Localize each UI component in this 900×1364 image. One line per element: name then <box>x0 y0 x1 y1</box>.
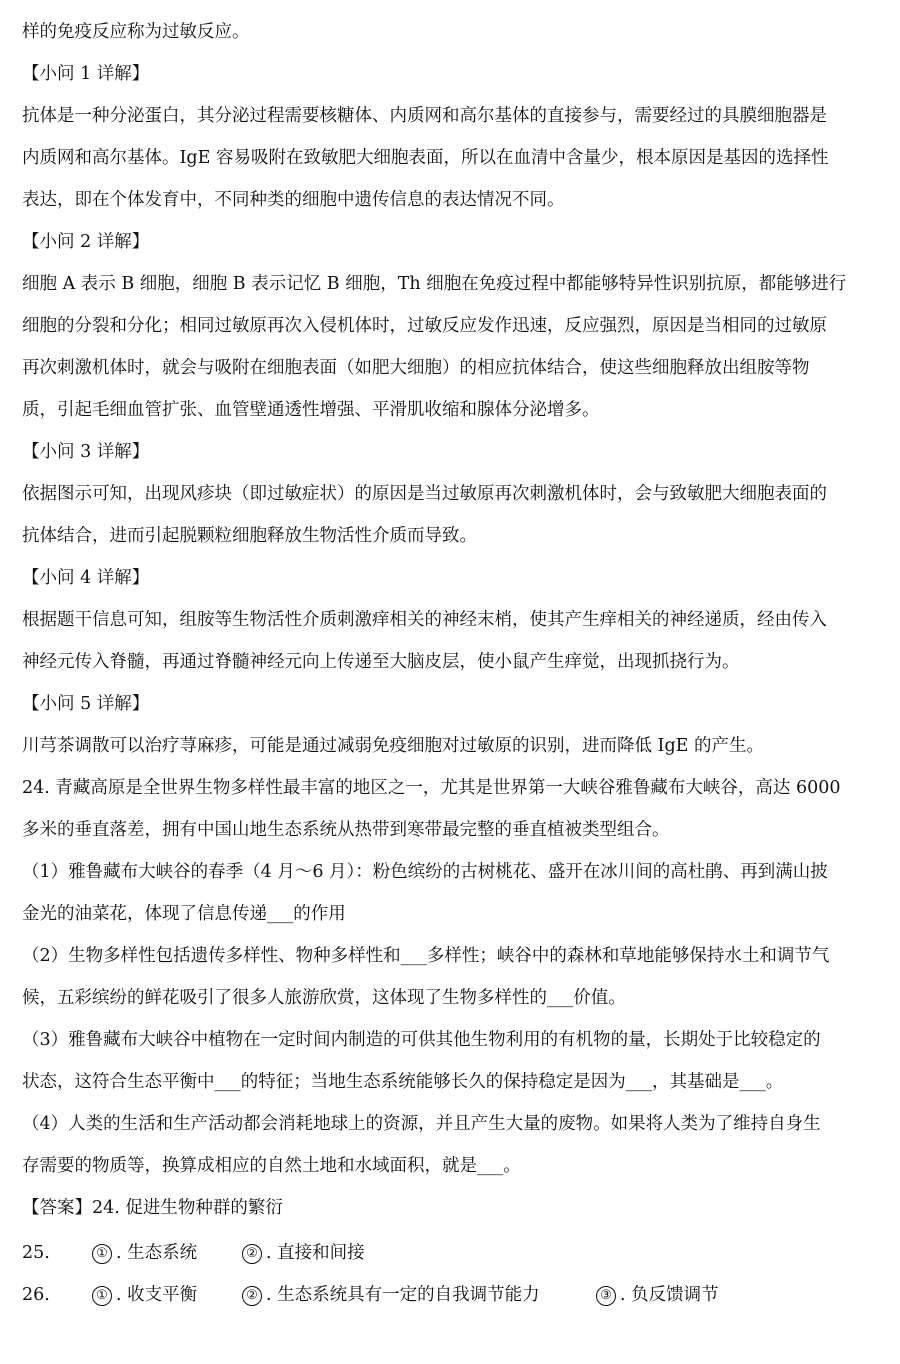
section-heading: 【答案】24. 促进生物种群的繁衍 <box>22 1198 283 1218</box>
text-line: 内质网和高尔基体。IgE 容易吸附在致敏肥大细胞表面，所以在血清中含量少，根本原因是基因的选择性 <box>22 148 829 168</box>
text-line: 神经元传入脊髓，再通过脊髓神经元向上传递至大脑皮层，使小鼠产生痒觉，出现抓挠行为。 <box>22 652 740 672</box>
text-line: 川芎茶调散可以治疗荨麻疹，可能是通过减弱免疫细胞对过敏原的识别，进而降低 IgE 的产生。 <box>22 736 765 756</box>
option-marker: ① <box>92 1244 112 1264</box>
text-line: 存需要的物质等，换算成相应的自然土地和水域面积，就是___。 <box>22 1156 521 1176</box>
text-line: 细胞 A 表示 B 细胞，细胞 B 表示记忆 B 细胞，Th 细胞在免疫过程中都能够特异性识别抗原，都能够进行 <box>22 274 847 294</box>
text-line: 表达，即在个体发育中，不同种类的细胞中遗传信息的表达情况不同。 <box>22 190 565 210</box>
text-line: 候，五彩缤纷的鲜花吸引了很多人旅游欣赏，这体现了生物多样性的___价值。 <box>22 988 626 1008</box>
section-heading: 【小问 2 详解】 <box>22 232 150 252</box>
option-marker: ② <box>242 1286 262 1306</box>
text-line: 样的免疫反应称为过敏反应。 <box>22 22 250 42</box>
option-marker: ③ <box>596 1286 616 1306</box>
answer-option <box>92 1282 197 1308</box>
option-marker: ① <box>92 1286 112 1306</box>
text-line: （2）生物多样性包括遗传多样性、物种多样性和___多样性；峡谷中的森林和草地能够保持水土和调节气 <box>22 946 830 966</box>
section-heading: 【小问 4 详解】 <box>22 568 150 588</box>
answer-option <box>596 1282 719 1308</box>
text-line: 细胞的分裂和分化；相同过敏原再次入侵机体时，过敏反应发作迅速，反应强烈，原因是当相同的过敏原 <box>22 316 827 336</box>
question-number: 25. <box>22 1243 50 1263</box>
text-line: 状态，这符合生态平衡中___的特征；当地生态系统能够长久的保持稳定是因为___，其基础是___。 <box>22 1072 784 1092</box>
option-text: . 收支平衡 <box>116 1285 198 1305</box>
question-number: 26. <box>22 1285 50 1305</box>
option-text: . 直接和间接 <box>266 1243 365 1263</box>
option-text: . 生态系统具有一定的自我调节能力 <box>266 1285 540 1305</box>
text-line: 质，引起毛细血管扩张、血管壁通透性增强、平滑肌收缩和腺体分泌增多。 <box>22 400 600 420</box>
text-line: 根据题干信息可知，组胺等生物活性介质刺激痒相关的神经末梢，使其产生痒相关的神经递质，经由传入 <box>22 610 827 630</box>
text-line: （3）雅鲁藏布大峡谷中植物在一定时间内制造的可供其他生物利用的有机物的量，长期处于比较稳定的 <box>22 1030 821 1050</box>
text-line: 依据图示可知，出现风疹块（即过敏症状）的原因是当过敏原再次刺激机体时，会与致敏肥大细胞表面的 <box>22 484 827 504</box>
section-heading: 【小问 5 详解】 <box>22 694 150 714</box>
text-line: 抗体是一种分泌蛋白，其分泌过程需要核糖体、内质网和高尔基体的直接参与，需要经过的具膜细胞器是 <box>22 106 827 126</box>
option-text: . 生态系统 <box>116 1243 198 1263</box>
section-heading: 【小问 1 详解】 <box>22 64 150 84</box>
text-line: （1）雅鲁藏布大峡谷的春季（4 月～6 月）：粉色缤纷的古树桃花、盛开在冰川间的高杜鹃、再到满山披 <box>22 862 828 882</box>
option-marker: ② <box>242 1244 262 1264</box>
answer-option <box>242 1240 365 1266</box>
text-line: 24. 青藏高原是全世界生物多样性最丰富的地区之一，尤其是世界第一大峡谷雅鲁藏布大峡谷，高达 6000 <box>22 778 841 798</box>
answer-option <box>92 1240 197 1266</box>
text-line: 多米的垂直落差，拥有中国山地生态系统从热带到寒带最完整的垂直植被类型组合。 <box>22 820 670 840</box>
text-line: 抗体结合，进而引起脱颗粒细胞释放生物活性介质而导致。 <box>22 526 477 546</box>
text-line: 再次刺激机体时，就会与吸附在细胞表面（如肥大细胞）的相应抗体结合，使这些细胞释放出组胺等物 <box>22 358 810 378</box>
text-line: （4）人类的生活和生产活动都会消耗地球上的资源，并且产生大量的废物。如果将人类为了维持自身生 <box>22 1114 821 1134</box>
text-line: 金光的油菜花，体现了信息传递___的作用 <box>22 904 346 924</box>
section-heading: 【小问 3 详解】 <box>22 442 150 462</box>
option-text: . 负反馈调节 <box>620 1285 719 1305</box>
answer-option <box>242 1282 540 1308</box>
